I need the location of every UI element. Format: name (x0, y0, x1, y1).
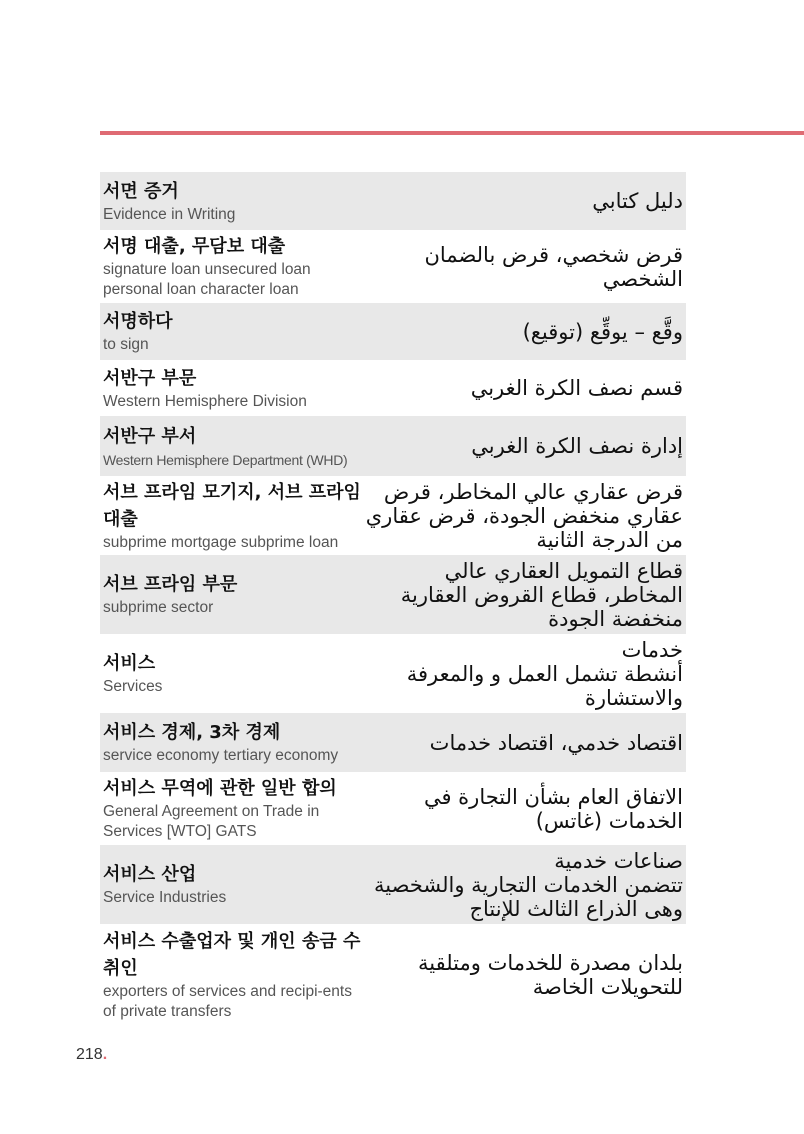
english-term: Western Hemisphere Division (103, 392, 307, 410)
term-cell (103, 308, 363, 355)
korean-term: 서브 프라임 부문 (103, 574, 238, 595)
korean-term: 서반구 부문 (103, 367, 197, 389)
english-term: subprime mortgage subprime loan (103, 533, 339, 551)
english-term: subprime sector (103, 599, 214, 616)
english-term: Services (103, 678, 163, 695)
term-cell (103, 650, 363, 697)
english-term: signature loan unsecured loan personal loan character loan (103, 261, 311, 298)
arabic-term: خدمات أنشطة تشمل العمل و والمعرفة والاستشارة (406, 637, 683, 710)
korean-term: 서비스 경제, 3차 경제 (103, 722, 281, 743)
glossary-row (100, 172, 686, 230)
glossary-row (100, 845, 686, 924)
term-cell (103, 479, 363, 553)
english-term: General Agreement on Trade in Services [WTO] GATS (103, 803, 320, 840)
arabic-term: قرض عقاري عالي المخاطر، قرض عقاري منخفض الجودة، قرض عقاري من الدرجة الثانية (365, 479, 683, 552)
korean-term: 서명하다 (103, 311, 173, 332)
top-accent-rule (100, 131, 804, 135)
term-cell (103, 365, 363, 412)
page-number-dot: . (102, 1046, 108, 1063)
korean-term: 서브 프라임 모기지, 서브 프라임 대출 (103, 481, 361, 530)
glossary-table (100, 172, 686, 1026)
arabic-term: إدارة نصف الكرة الغربي (471, 434, 683, 458)
korean-term: 서면 증거 (103, 180, 179, 202)
glossary-row (100, 303, 686, 360)
term-cell (103, 928, 363, 1022)
arabic-term: اقتصاد خدمي، اقتصاد خدمات (429, 730, 683, 755)
page-number (76, 1046, 107, 1064)
page-number-text: 218 (76, 1046, 103, 1063)
term-cell (103, 233, 363, 300)
glossary-row (100, 713, 686, 772)
glossary-row (100, 416, 686, 476)
term-cell (103, 775, 363, 842)
english-term: to sign (103, 336, 149, 353)
korean-term: 서비스 산업 (103, 864, 197, 885)
arabic-term: بلدان مصدرة للخدمات ومتلقية للتحويلات الخاصة (418, 951, 683, 999)
glossary-row (100, 772, 686, 845)
korean-term: 서비스 무역에 관한 일반 합의 (103, 778, 337, 799)
arabic-term: قطاع التمويل العقاري عالي المخاطر، قطاع القروض العقارية منخفضة الجودة (400, 558, 683, 631)
glossary-row (100, 555, 686, 634)
arabic-term: صناعات خدمية تتضمن الخدمات التجارية والشخصية وهى الذراع الثالث للإنتاج (373, 848, 683, 921)
arabic-term: الاتفاق العام بشأن التجارة في الخدمات (غاتس) (423, 784, 683, 833)
arabic-term: قسم نصف الكرة الغربي (470, 376, 683, 400)
term-cell (103, 861, 363, 908)
term-cell (103, 571, 363, 618)
english-term: Western Hemisphere Department (WHD) (103, 451, 348, 468)
korean-term: 서비스 (103, 653, 156, 674)
arabic-term: وقَّع – يوقِّع (توقيع) (522, 319, 683, 344)
english-term: service economy tertiary economy (103, 747, 339, 764)
term-cell (103, 719, 363, 766)
arabic-term: دليل كتابي (592, 189, 683, 213)
english-term: exporters of services and recipi-ents of private transfers (103, 983, 352, 1020)
arabic-term: قرض شخصي، قرض بالضمان الشخصي (424, 242, 683, 291)
glossary-row (100, 360, 686, 416)
english-term: Service Industries (103, 889, 227, 906)
glossary-row (100, 476, 686, 555)
glossary-row (100, 634, 686, 713)
glossary-row (100, 230, 686, 303)
korean-term: 서비스 수출업자 및 개인 송금 수취인 (103, 931, 361, 979)
glossary-row (100, 924, 686, 1026)
term-cell (103, 423, 363, 470)
term-cell (103, 178, 363, 225)
korean-term: 서명 대출, 무담보 대출 (103, 236, 286, 257)
english-term: Evidence in Writing (103, 205, 236, 223)
korean-term: 서반구 부서 (103, 425, 197, 447)
